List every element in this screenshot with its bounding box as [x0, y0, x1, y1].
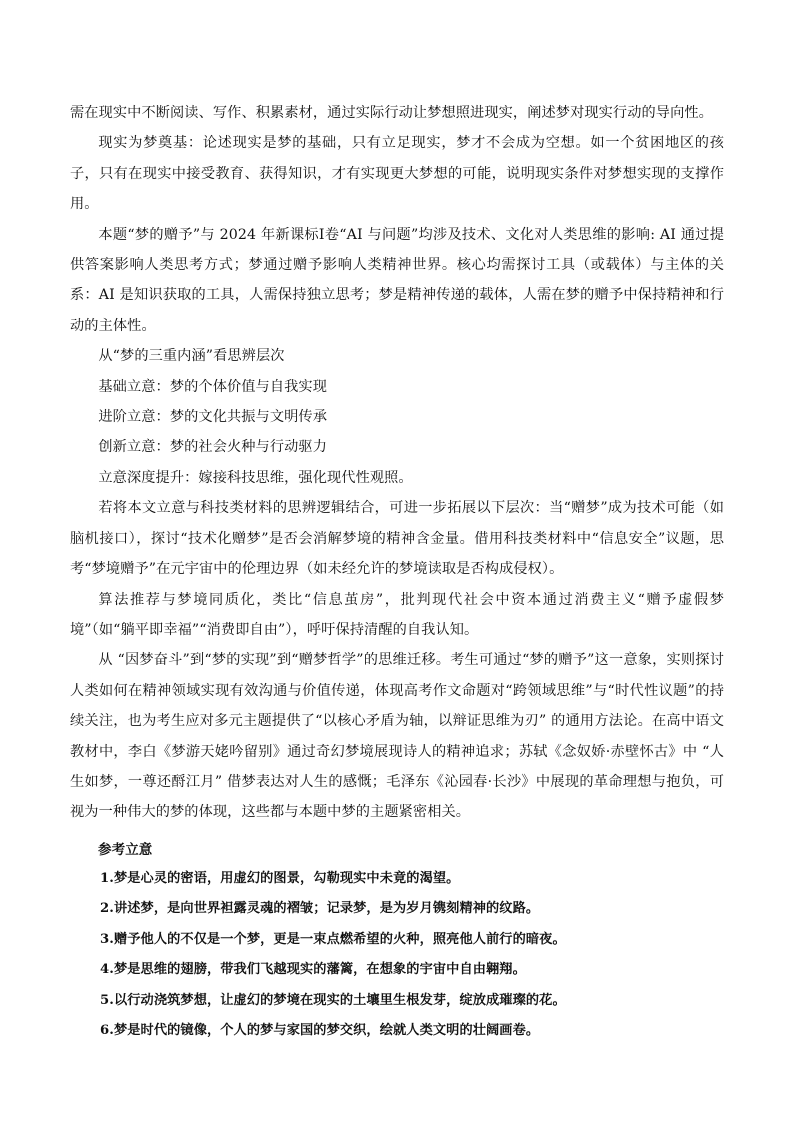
paragraph: 本题“梦的赠予”与 2024 年新课标Ⅰ卷“AI 与问题”均涉及技术、文化对人类思维的影响: AI 通过提供答案影响人类思考方式；梦通过赠予影响人类精神世界。核心均需探讨工具（或载体）与主体的关系：AI 是知识获取的工具，人需保持独立思考；梦是精神传递的载体，人需在梦的赠予中保持精神和行动的主体性。	[70, 226, 724, 334]
reference-item: 1.梦是心灵的密语，用虚幻的图景，勾勒现实中未竟的渴望。	[100, 870, 460, 886]
paragraph: 从 “因梦奋斗”到“梦的实现”到“赠梦哲学”的思维迁移。考生可通过“梦的赠予”这一意象，实则探讨人类如何在精神领域实现有效沟通与价值传递，体现高考作文命题对“跨领域思维”与“时代性议题”的持续关注，也为考生应对多元主题提供了“以核心矛盾为轴，以辩证思维为刃” 的通用方法论。在高中语文教材中，李白《梦游天姥吟留别》通过奇幻梦境展现诗人的精神追求；苏轼《念奴娇·赤壁怀古》中 “人生如梦，一尊还酹江月” 借梦表达对人生的感慨；毛泽东《沁园春·长沙》中展现的革命理想与抱负，可视为一种伟大的梦的体现，这些都与本题中梦的主题紧密相关。	[70, 652, 724, 821]
body-text	[70, 98, 724, 828]
paragraph: 现实为梦奠基：论述现实是梦的基础，只有立足现实，梦才不会成为空想。如一个贫困地区的孩子，只有在现实中接受教育、获得知识，才有实现更大梦想的可能，说明现实条件对梦想实现的支撑作用。	[70, 135, 724, 213]
paragraph: 若将本文立意与科技类材料的思辨逻辑结合，可进一步拓展以下层次：当“赠梦”成为技术可能（如脑机接口），探讨“技术化赠梦”是否会消解梦境的精神含金量。借用科技类材料中“信息安全”议题，思考“梦境赠予”在元宇宙中的伦理边界（如未经允许的梦境读取是否构成侵权）。	[70, 500, 724, 578]
reference-item: 6.梦是时代的镜像，个人的梦与家国的梦交织，绘就人类文明的壮阔画卷。	[100, 1023, 540, 1039]
reference-heading: 参考立意	[98, 841, 153, 858]
reference-item: 4.梦是思维的翅膀，带我们飞越现实的藩篱，在想象的宇宙中自由翱翔。	[100, 962, 526, 978]
paragraph: 算法推荐与梦境同质化，类比“信息茧房”，批判现代社会中资本通过消费主义“赠予虚假梦境”（如“躺平即幸福”“消费即自由”），呼吁保持清醒的自我认知。	[70, 591, 724, 638]
reference-item: 5.以行动浇筑梦想，让虚幻的梦境在现实的土壤里生根发芽，绽放成璀璨的花。	[100, 992, 566, 1008]
reference-item: 2.讲述梦，是向世界袒露灵魂的褶皱；记录梦，是为岁月镌刻精神的纹路。	[100, 901, 540, 917]
paragraph: 进阶立意：梦的文化共振与文明传承	[98, 409, 327, 426]
paragraph: 立意深度提升：嫁接科技思维，强化现代性观照。	[98, 469, 413, 486]
paragraph: 需在现实中不断阅读、写作、积累素材，通过实际行动让梦想照进现实，阐述梦对现实行动的导向性。	[70, 105, 713, 121]
paragraph: 基础立意：梦的个体价值与自我实现	[98, 378, 327, 395]
paragraph: 从“梦的三重内涵”看思辨层次	[98, 348, 285, 365]
reference-item: 3.赠予他人的不仅是一个梦，更是一束点燃希望的火种，照亮他人前行的暗夜。	[100, 931, 566, 947]
reference-section	[70, 836, 724, 1047]
paragraph: 创新立意：梦的社会火种与行动驱力	[98, 439, 327, 456]
